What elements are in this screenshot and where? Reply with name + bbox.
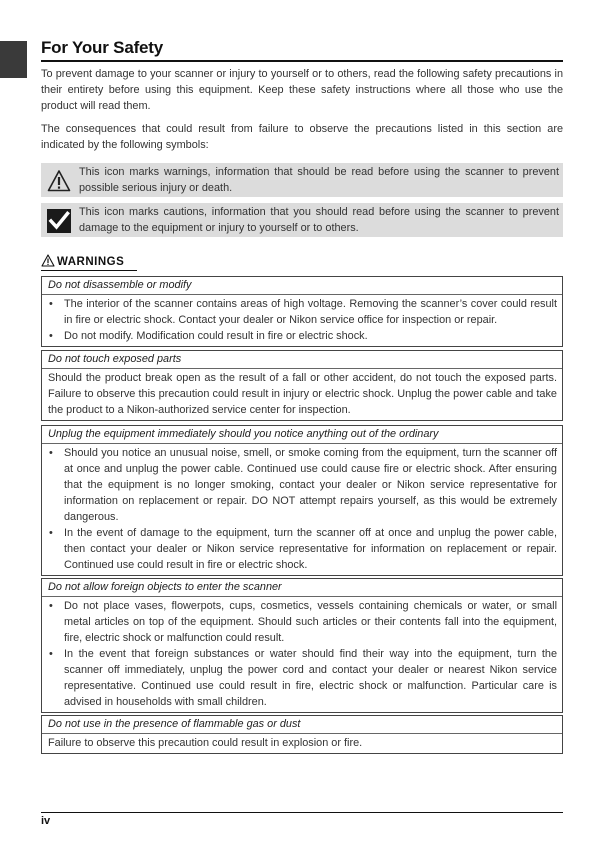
page-number: iv (41, 815, 51, 827)
warning-box-title: Do not disassemble or modify (42, 278, 562, 295)
footer-rule (41, 812, 563, 813)
intro-paragraph: To prevent damage to your scanner or injury to yourself or to others, read the following safety precautions in their entirety before using this equipment. Keep these safety instructions where all those who use the product will read them. (41, 68, 563, 112)
caution-symbol-text: This icon marks cautions, information that you should read before using the scanner to prevent damage to the equipment or injury to yourself or to others. (79, 206, 559, 234)
warning-triangle-icon (47, 169, 71, 193)
warnings-label: WARNINGS (57, 256, 125, 268)
warning-symbol-text: This icon marks warnings, information that should be read before using the scanner to prevent possible serious injury or death. (79, 166, 559, 194)
list-item: • In the event of damage to the equipment, turn the scanner off at once and unplug the power cable, then contact your dealer or Nikon service representative for information on replacement or repair. Continued use could result in fire or electric shock. (48, 525, 557, 573)
warning-box-disassemble (41, 276, 563, 347)
warning-triangle-icon (41, 254, 55, 270)
chapter-tab (0, 41, 27, 78)
caution-check-icon (47, 209, 71, 233)
warning-box-body: Should the product break open as the result of a fall or other accident, do not touch the exposed parts. Failure to observe this precaution could result in injury or electric shock. Unplug the power cable and take the product to a Nikon-authorized service center for inspection. (48, 372, 557, 416)
warnings-rule (41, 270, 137, 271)
warning-box-title: Do not use in the presence of flammable gas or dust (42, 717, 562, 734)
title-rule (41, 60, 563, 62)
caution-symbol-row (41, 203, 563, 237)
list-item: • Should you notice an unusual noise, smell, or smoke coming from the equipment, turn the scanner off at once and unplug the power cable. Continued use could cause fire or electric shock. After ensuring that the equipment is no longer smoking, contact your dealer or Nikon service representative for information on replacement or repair. DO NOT attempt repairs yourself, as this would be extremely dangerous. (48, 445, 557, 525)
list-item: • In the event that foreign substances or water should find their way into the equipment, turn the scanner off immediately, unplug the power cord and contact your dealer or nearest Nikon service representative. Continued use could result in fire, electric shock or malfunction. Particular care is advised in households with small children. (48, 646, 557, 710)
list-item: • The interior of the scanner contains areas of high voltage. Removing the scanner’s cover could result in fire or electric shock. Contact your dealer or Nikon service office for inspection or repair. (48, 296, 557, 328)
warning-box-unplug (41, 425, 563, 576)
warning-box-body: Failure to observe this precaution could result in explosion or fire. (48, 737, 363, 749)
warning-box-exposed-parts (41, 350, 563, 421)
list-item: • Do not place vases, flowerpots, cups, cosmetics, vessels containing chemicals or water, or small metal articles on top of the equipment. Should such articles or their contents fall into the equipment, fire, electric shock or malfunction could result. (48, 598, 557, 646)
symbols-intro-paragraph: The consequences that could result from failure to observe the precautions listed in this section are indicated by the following symbols: (41, 123, 563, 151)
list-item: • Do not modify. Modification could result in fire or electric shock. (48, 328, 557, 344)
warning-box-flammable (41, 715, 563, 754)
warnings-heading (41, 254, 124, 270)
page-title: For Your Safety (41, 38, 164, 57)
warning-box-title: Unplug the equipment immediately should you notice anything out of the ordinary (42, 427, 562, 444)
warning-box-title: Do not allow foreign objects to enter the scanner (42, 580, 562, 597)
warning-symbol-row (41, 163, 563, 197)
warning-box-foreign-objects (41, 578, 563, 713)
warning-box-title: Do not touch exposed parts (42, 352, 562, 369)
